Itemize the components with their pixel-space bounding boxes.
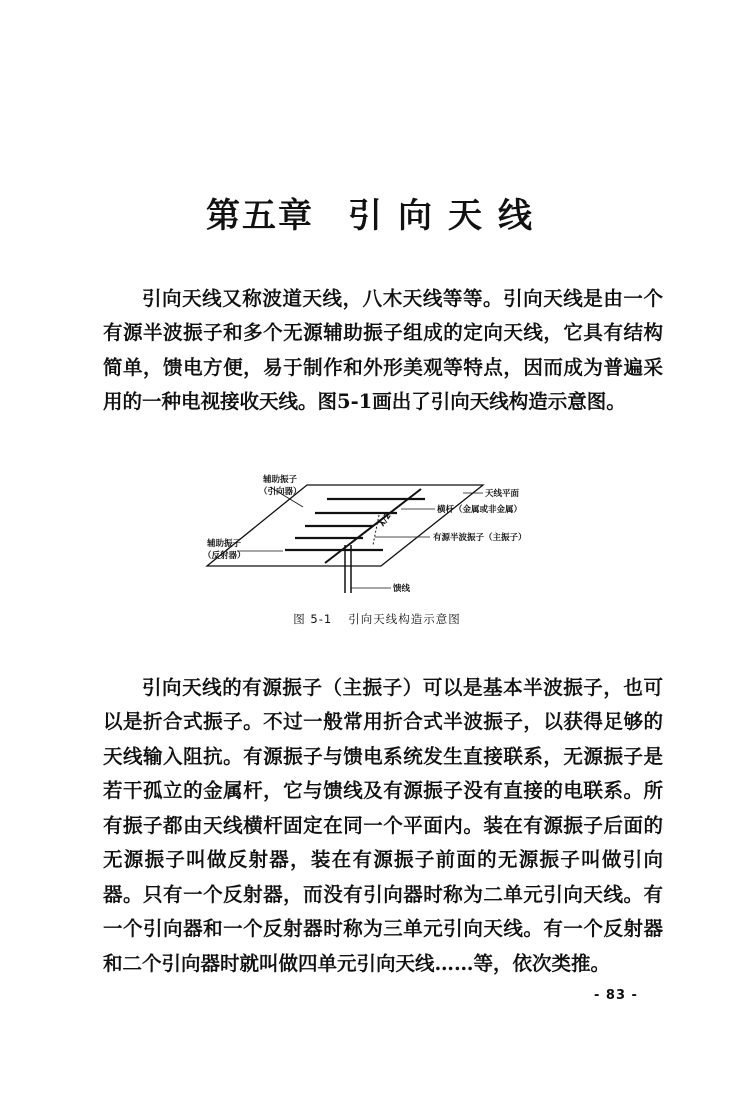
- chapter-title: 引向天线: [348, 196, 548, 236]
- paragraph-intro: 引向天线又称波道天线，八木天线等等。引向天线是由一个有源半波振子和多个无源辅助振子组成的定向天线，它具有结构简单，馈电方便，易于制作和外形美观等特点，因而成为普遍采用的一种电视接收天线。图5-1画出了引向天线构造示意图。: [103, 286, 663, 413]
- antenna-diagram: [175, 463, 595, 603]
- reflector-label: 辅助振子: [207, 539, 242, 549]
- page-number: - 83 -: [594, 988, 638, 1003]
- driven-element-label: 有源半波振子（主振子）: [433, 533, 527, 543]
- antenna-diagram-drawing: [175, 463, 595, 603]
- figure-caption-text: 引向天线构造示意图: [348, 612, 461, 626]
- length-mark-label: λ/2: [377, 511, 394, 529]
- boom-label: 横杆（金属或非金属）: [437, 505, 523, 515]
- chapter-heading: [0, 188, 754, 237]
- figure-caption: [0, 611, 754, 627]
- reflector-label-sub: （反射器）: [203, 551, 246, 561]
- figure-number: 图 5-1: [293, 612, 333, 626]
- paragraph-elements: 引向天线的有源振子（主振子）可以是基本半波振子，也可以是折合式振子。不过一般常用折合式半波振子，以获得足够的天线输入阻抗。有源振子与馈电系统发生直接联系，无源振子是若干孤立的金属杆，它与馈线及有源振子没有直接的电联系。所有振子都由天线横杆固定在同一个平面内。装在有源振子后面的无源振子叫做反射器，装在有源振子前面的无源振子叫做引向器。只有一个反射器，而没有引向器时称为二单元引向天线。有一个引向器和一个反射器时称为三单元引向天线。有一个反射器和二个引向器时就叫做四单元引向天线……等，依次类推。: [103, 675, 663, 975]
- plane-label: 天线平面: [485, 489, 520, 499]
- feeder-label: 馈线: [393, 584, 411, 594]
- director-label-sub: （引向器）: [259, 487, 302, 497]
- chapter-number: 第五章: [206, 196, 314, 236]
- director-label: 辅助振子: [263, 475, 298, 485]
- dimension-mark: [373, 515, 379, 545]
